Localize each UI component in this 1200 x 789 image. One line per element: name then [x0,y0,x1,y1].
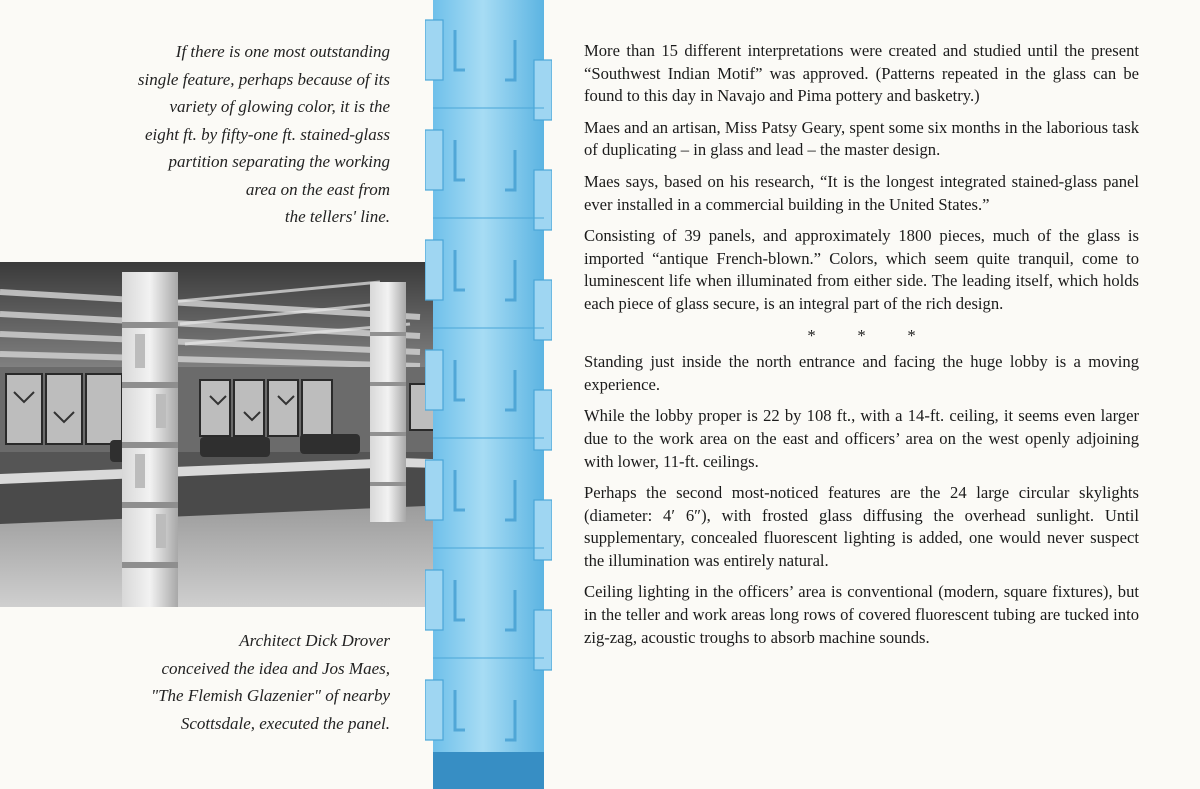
article-paragraph: Maes and an artisan, Miss Patsy Geary, spent some six months in the laborious task of duplicating – in glass and lead – the master design. [584,117,1139,160]
caption-line: area on the east from [245,179,390,199]
column-illustration [425,0,552,789]
caption-top [60,38,390,231]
caption-line: variety of glowing color, it is the [169,97,390,116]
caption-line: conceived the idea and Jos Maes, [161,658,390,678]
article-paragraph: Standing just inside the north entrance and facing the huge lobby is a moving experience. [584,352,1139,394]
caption-line: Architect Dick Drover [239,631,390,650]
caption-line: single feature, perhaps because of its [137,69,390,89]
stained-glass-column [425,0,552,789]
article-paragraph: Perhaps the second most-noticed features are the 24 large circular skylights (diameter: 4′ 6″), with frosted glass diffusing the overhead sunlight. Until supplementary, concealed fluorescent lighting is added, one would never suspect the illumination was entirely natural. [584,483,1139,570]
article-paragraph: Ceiling lighting in the officers’ area is conventional (modern, square fixtures), but in the teller and work areas long rows of covered fluorescent tubing are tucked into zig-zag, acoustic troughs to absorb machine sounds. [584,582,1139,647]
separator-asterisk: * [907,325,916,345]
separator-asterisk: * [807,325,816,345]
section-separator [584,325,1139,348]
caption-line: Scottsdale, executed the panel. [180,713,390,733]
caption-line: eight ft. by fifty-one ft. stained-glass [144,124,390,144]
caption-line: partition separating the working [168,152,390,171]
article-paragraph: Consisting of 39 panels, and approximately 1800 pieces, much of the glass is imported “antique French-blown.” Colors, which seem quite tranquil, come to luminescent life when illuminated from either side. The leading itself, which holds each piece of glass secure, is an integral part of the rich design. [584,226,1139,313]
caption-line: If there is one most outstanding [175,42,390,61]
separator-asterisk: * [857,325,866,345]
article-paragraph: While the lobby proper is 22 by 108 ft., with a 14-ft. ceiling, it seems even larger due to the work area on the east and officers’ area on the west openly adjoining with lower, 11-ft. ceilings. [584,406,1139,471]
caption-line: "The Flemish Glazenier" of nearby [150,686,390,705]
article-paragraph: Maes says, based on his research, “It is the longest integrated stained-glass panel ever installed in a commercial building in the United States.” [584,171,1139,214]
article-paragraph: More than 15 different interpretations were created and studied until the present “Southwest Indian Motif” was approved. (Patterns repeated in the glass can be found to this day in Navajo and Pima pottery and basketry.) [584,41,1139,106]
caption-line: the tellers' line. [284,207,390,226]
article-body [584,40,1139,658]
caption-bottom [60,627,390,737]
